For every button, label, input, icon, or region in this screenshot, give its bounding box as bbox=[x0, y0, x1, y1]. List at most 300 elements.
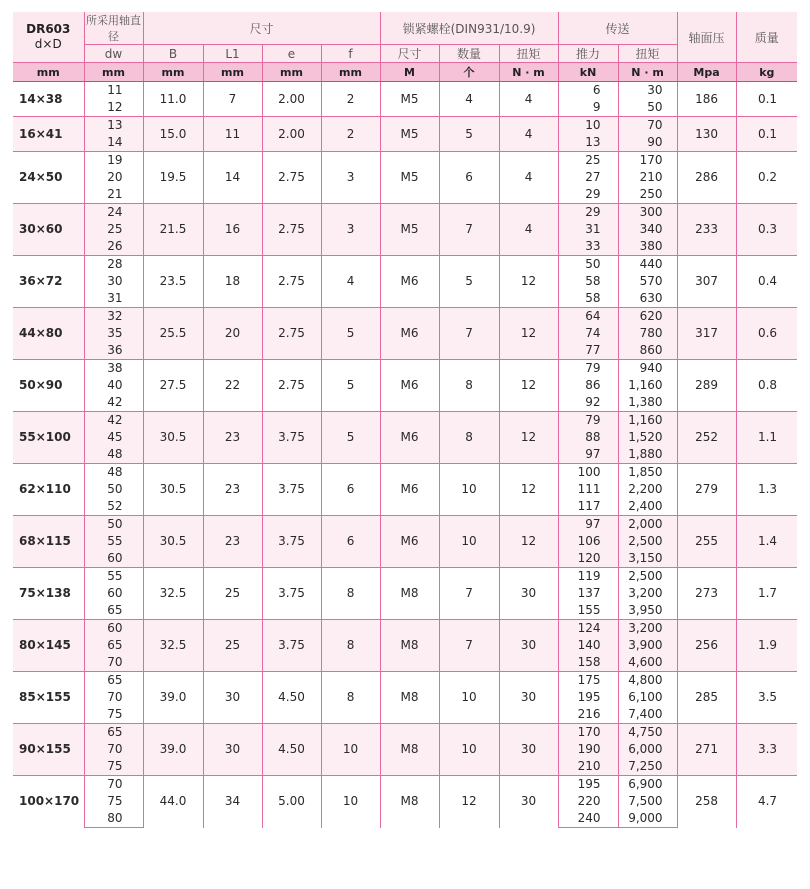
shaft-pressure-cell: 256 bbox=[677, 620, 736, 672]
thrust-cell: 240 bbox=[558, 810, 618, 828]
bolt-qty-cell: 10 bbox=[439, 724, 499, 776]
model-cell: 68×115 bbox=[13, 516, 84, 568]
torque-cell: 7,400 bbox=[618, 706, 677, 724]
thrust-cell: 9 bbox=[558, 99, 618, 117]
torque-header: 扭矩 bbox=[618, 45, 677, 63]
thrust-cell: 33 bbox=[558, 238, 618, 256]
thrust-cell: 124 bbox=[558, 620, 618, 638]
bolt-size-cell: M8 bbox=[380, 672, 439, 724]
b-cell: 21.5 bbox=[143, 204, 203, 256]
torque-cell: 630 bbox=[618, 290, 677, 308]
b-cell: 30.5 bbox=[143, 412, 203, 464]
dw-cell: 60 bbox=[84, 620, 143, 638]
thrust-cell: 195 bbox=[558, 689, 618, 706]
shaft-pressure-cell: 317 bbox=[677, 308, 736, 360]
dw-header: dw bbox=[84, 45, 143, 63]
thrust-cell: 79 bbox=[558, 360, 618, 378]
transmission-header: 传送 bbox=[558, 12, 677, 45]
dw-cell: 80 bbox=[84, 810, 143, 828]
table-row bbox=[13, 412, 797, 430]
bolt-size-cell: M8 bbox=[380, 776, 439, 828]
f-cell: 3 bbox=[321, 152, 380, 204]
thrust-cell: 25 bbox=[558, 152, 618, 170]
torque-cell: 1,520 bbox=[618, 429, 677, 446]
bolt-qty-cell: 7 bbox=[439, 204, 499, 256]
table-row bbox=[13, 152, 797, 170]
unit-cell: N · m bbox=[499, 63, 558, 82]
bolt-size-cell: M6 bbox=[380, 412, 439, 464]
table-row bbox=[13, 256, 797, 274]
torque-cell: 4,600 bbox=[618, 654, 677, 672]
l1-cell: 30 bbox=[203, 724, 262, 776]
e-cell: 4.50 bbox=[262, 672, 321, 724]
spec-table bbox=[13, 12, 797, 828]
thrust-cell: 31 bbox=[558, 221, 618, 238]
thrust-cell: 220 bbox=[558, 793, 618, 810]
thrust-cell: 64 bbox=[558, 308, 618, 326]
model-cell: 16×41 bbox=[13, 117, 84, 152]
table-row bbox=[13, 620, 797, 638]
torque-cell: 2,400 bbox=[618, 498, 677, 516]
thrust-cell: 77 bbox=[558, 342, 618, 360]
mass-cell: 4.7 bbox=[736, 776, 797, 828]
bolt-torque-cell: 30 bbox=[499, 568, 558, 620]
dw-cell: 60 bbox=[84, 585, 143, 602]
header-row-1 bbox=[13, 12, 797, 45]
dw-cell: 75 bbox=[84, 706, 143, 724]
torque-cell: 620 bbox=[618, 308, 677, 326]
dw-cell: 31 bbox=[84, 290, 143, 308]
torque-cell: 90 bbox=[618, 134, 677, 152]
torque-cell: 2,500 bbox=[618, 533, 677, 550]
shaft-pressure-cell: 285 bbox=[677, 672, 736, 724]
dw-cell: 48 bbox=[84, 464, 143, 482]
l1-cell: 22 bbox=[203, 360, 262, 412]
shaft-pressure-cell: 307 bbox=[677, 256, 736, 308]
torque-cell: 300 bbox=[618, 204, 677, 222]
mass-cell: 1.9 bbox=[736, 620, 797, 672]
model-cell: 90×155 bbox=[13, 724, 84, 776]
dw-cell: 50 bbox=[84, 481, 143, 498]
bolt-size-cell: M5 bbox=[380, 204, 439, 256]
bolt-qty-cell: 8 bbox=[439, 360, 499, 412]
table-row bbox=[13, 464, 797, 482]
torque-cell: 170 bbox=[618, 152, 677, 170]
b-cell: 32.5 bbox=[143, 568, 203, 620]
thrust-cell: 155 bbox=[558, 602, 618, 620]
bolt-qty-cell: 6 bbox=[439, 152, 499, 204]
bolt-torque-cell: 12 bbox=[499, 412, 558, 464]
torque-cell: 2,500 bbox=[618, 568, 677, 586]
bolt-qty-cell: 10 bbox=[439, 516, 499, 568]
dw-cell: 36 bbox=[84, 342, 143, 360]
dw-cell: 35 bbox=[84, 325, 143, 342]
bolt-size-header: 尺寸 bbox=[380, 45, 439, 63]
dw-cell: 11 bbox=[84, 82, 143, 100]
unit-cell: kN bbox=[558, 63, 618, 82]
thrust-cell: 140 bbox=[558, 637, 618, 654]
thrust-cell: 6 bbox=[558, 82, 618, 100]
dw-cell: 20 bbox=[84, 169, 143, 186]
model-cell: 50×90 bbox=[13, 360, 84, 412]
bolt-torque-header: 扭矩 bbox=[499, 45, 558, 63]
dw-cell: 55 bbox=[84, 533, 143, 550]
unit-cell: mm bbox=[84, 63, 143, 82]
spec-table-container bbox=[13, 12, 797, 828]
e-cell: 2.75 bbox=[262, 256, 321, 308]
unit-cell: mm bbox=[321, 63, 380, 82]
mass-cell: 1.3 bbox=[736, 464, 797, 516]
l1-cell: 11 bbox=[203, 117, 262, 152]
model-cell: 62×110 bbox=[13, 464, 84, 516]
bolt-torque-cell: 30 bbox=[499, 776, 558, 828]
e-cell: 2.75 bbox=[262, 152, 321, 204]
model-cell: 100×170 bbox=[13, 776, 84, 828]
e-cell: 3.75 bbox=[262, 412, 321, 464]
thrust-cell: 216 bbox=[558, 706, 618, 724]
torque-cell: 50 bbox=[618, 99, 677, 117]
dw-cell: 28 bbox=[84, 256, 143, 274]
bolt-size-cell: M5 bbox=[380, 82, 439, 117]
dw-cell: 65 bbox=[84, 672, 143, 690]
shaft-pressure-cell: 233 bbox=[677, 204, 736, 256]
bolt-torque-cell: 30 bbox=[499, 724, 558, 776]
bolt-size-cell: M6 bbox=[380, 360, 439, 412]
bolt-torque-cell: 12 bbox=[499, 360, 558, 412]
unit-cell: mm bbox=[143, 63, 203, 82]
thrust-cell: 117 bbox=[558, 498, 618, 516]
thrust-cell: 137 bbox=[558, 585, 618, 602]
dw-cell: 12 bbox=[84, 99, 143, 117]
b-cell: 11.0 bbox=[143, 82, 203, 117]
dw-cell: 50 bbox=[84, 516, 143, 534]
torque-cell: 4,750 bbox=[618, 724, 677, 742]
table-row bbox=[13, 724, 797, 742]
torque-cell: 3,200 bbox=[618, 620, 677, 638]
model-header bbox=[13, 12, 84, 63]
torque-cell: 3,200 bbox=[618, 585, 677, 602]
torque-cell: 340 bbox=[618, 221, 677, 238]
e-cell: 3.75 bbox=[262, 464, 321, 516]
thrust-cell: 74 bbox=[558, 325, 618, 342]
shaft-pressure-cell: 286 bbox=[677, 152, 736, 204]
thrust-cell: 97 bbox=[558, 516, 618, 534]
f-cell: 6 bbox=[321, 516, 380, 568]
dw-cell: 65 bbox=[84, 637, 143, 654]
shaft-diameter-header: 所采用轴直径 bbox=[86, 14, 141, 43]
table-row bbox=[13, 672, 797, 690]
thrust-cell: 175 bbox=[558, 672, 618, 690]
dw-cell: 52 bbox=[84, 498, 143, 516]
shaft-pressure-cell: 279 bbox=[677, 464, 736, 516]
dw-cell: 42 bbox=[84, 394, 143, 412]
thrust-cell: 58 bbox=[558, 290, 618, 308]
mass-cell: 1.4 bbox=[736, 516, 797, 568]
b-header: B bbox=[143, 45, 203, 63]
torque-cell: 7,250 bbox=[618, 758, 677, 776]
dw-cell: 38 bbox=[84, 360, 143, 378]
thrust-cell: 86 bbox=[558, 377, 618, 394]
l1-cell: 23 bbox=[203, 464, 262, 516]
torque-cell: 1,850 bbox=[618, 464, 677, 482]
model-cell: 85×155 bbox=[13, 672, 84, 724]
l1-cell: 7 bbox=[203, 82, 262, 117]
unit-cell: mm bbox=[262, 63, 321, 82]
dw-cell: 40 bbox=[84, 377, 143, 394]
dw-cell: 21 bbox=[84, 186, 143, 204]
l1-cell: 30 bbox=[203, 672, 262, 724]
bolt-qty-cell: 7 bbox=[439, 620, 499, 672]
torque-cell: 1,380 bbox=[618, 394, 677, 412]
bolt-qty-header: 数量 bbox=[439, 45, 499, 63]
bolt-size-cell: M6 bbox=[380, 516, 439, 568]
model-header-title: DR603 bbox=[26, 22, 71, 36]
f-cell: 8 bbox=[321, 620, 380, 672]
torque-cell: 3,900 bbox=[618, 637, 677, 654]
dw-cell: 25 bbox=[84, 221, 143, 238]
mass-cell: 3.3 bbox=[736, 724, 797, 776]
dw-cell: 75 bbox=[84, 793, 143, 810]
dw-cell: 60 bbox=[84, 550, 143, 568]
dw-cell: 24 bbox=[84, 204, 143, 222]
b-cell: 30.5 bbox=[143, 464, 203, 516]
thrust-cell: 29 bbox=[558, 186, 618, 204]
torque-cell: 250 bbox=[618, 186, 677, 204]
f-cell: 10 bbox=[321, 776, 380, 828]
b-cell: 27.5 bbox=[143, 360, 203, 412]
bolt-header: 锁紧螺栓(DIN931/10.9) bbox=[380, 12, 558, 45]
e-cell: 2.00 bbox=[262, 117, 321, 152]
bolt-size-cell: M5 bbox=[380, 152, 439, 204]
bolt-qty-cell: 12 bbox=[439, 776, 499, 828]
e-cell: 3.75 bbox=[262, 620, 321, 672]
e-cell: 2.75 bbox=[262, 308, 321, 360]
torque-cell: 1,160 bbox=[618, 377, 677, 394]
e-cell: 2.75 bbox=[262, 204, 321, 256]
torque-cell: 1,880 bbox=[618, 446, 677, 464]
dimensions-header: 尺寸 bbox=[143, 12, 380, 45]
thrust-cell: 210 bbox=[558, 758, 618, 776]
spec-table-body bbox=[13, 82, 797, 828]
bolt-size-cell: M8 bbox=[380, 724, 439, 776]
table-row bbox=[13, 204, 797, 222]
torque-cell: 3,950 bbox=[618, 602, 677, 620]
shaft-pressure-cell: 255 bbox=[677, 516, 736, 568]
model-cell: 75×138 bbox=[13, 568, 84, 620]
table-row bbox=[13, 776, 797, 794]
thrust-header: 推力 bbox=[558, 45, 618, 63]
unit-cell: N · m bbox=[618, 63, 677, 82]
b-cell: 25.5 bbox=[143, 308, 203, 360]
dw-cell: 42 bbox=[84, 412, 143, 430]
torque-cell: 440 bbox=[618, 256, 677, 274]
dw-cell: 19 bbox=[84, 152, 143, 170]
mass-cell: 0.3 bbox=[736, 204, 797, 256]
torque-cell: 1,160 bbox=[618, 412, 677, 430]
shaft-pressure-cell: 130 bbox=[677, 117, 736, 152]
b-cell: 19.5 bbox=[143, 152, 203, 204]
torque-cell: 210 bbox=[618, 169, 677, 186]
e-header: e bbox=[262, 45, 321, 63]
f-cell: 6 bbox=[321, 464, 380, 516]
bolt-qty-cell: 4 bbox=[439, 82, 499, 117]
torque-cell: 380 bbox=[618, 238, 677, 256]
thrust-cell: 29 bbox=[558, 204, 618, 222]
f-cell: 8 bbox=[321, 568, 380, 620]
bolt-qty-cell: 7 bbox=[439, 308, 499, 360]
mass-cell: 0.1 bbox=[736, 82, 797, 117]
thrust-cell: 92 bbox=[558, 394, 618, 412]
f-header: f bbox=[321, 45, 380, 63]
model-cell: 24×50 bbox=[13, 152, 84, 204]
dw-cell: 65 bbox=[84, 724, 143, 742]
bolt-size-cell: M6 bbox=[380, 464, 439, 516]
table-row bbox=[13, 117, 797, 135]
b-cell: 30.5 bbox=[143, 516, 203, 568]
mass-cell: 0.1 bbox=[736, 117, 797, 152]
model-cell: 14×38 bbox=[13, 82, 84, 117]
thrust-cell: 50 bbox=[558, 256, 618, 274]
mass-cell: 0.2 bbox=[736, 152, 797, 204]
f-cell: 2 bbox=[321, 117, 380, 152]
bolt-qty-cell: 8 bbox=[439, 412, 499, 464]
dw-cell: 70 bbox=[84, 776, 143, 794]
thrust-cell: 79 bbox=[558, 412, 618, 430]
l1-cell: 18 bbox=[203, 256, 262, 308]
torque-cell: 2,200 bbox=[618, 481, 677, 498]
thrust-cell: 195 bbox=[558, 776, 618, 794]
b-cell: 39.0 bbox=[143, 724, 203, 776]
bolt-size-cell: M8 bbox=[380, 620, 439, 672]
torque-cell: 940 bbox=[618, 360, 677, 378]
torque-cell: 6,000 bbox=[618, 741, 677, 758]
dw-cell: 26 bbox=[84, 238, 143, 256]
torque-cell: 4,800 bbox=[618, 672, 677, 690]
dw-cell: 13 bbox=[84, 117, 143, 135]
bolt-size-cell: M6 bbox=[380, 308, 439, 360]
thrust-cell: 158 bbox=[558, 654, 618, 672]
b-cell: 39.0 bbox=[143, 672, 203, 724]
b-cell: 15.0 bbox=[143, 117, 203, 152]
f-cell: 3 bbox=[321, 204, 380, 256]
table-row bbox=[13, 516, 797, 534]
thrust-cell: 88 bbox=[558, 429, 618, 446]
shaft-pressure-cell: 273 bbox=[677, 568, 736, 620]
model-header-sub: d×D bbox=[34, 37, 62, 51]
dw-cell: 48 bbox=[84, 446, 143, 464]
shaft-pressure-cell: 252 bbox=[677, 412, 736, 464]
thrust-cell: 106 bbox=[558, 533, 618, 550]
bolt-torque-cell: 4 bbox=[499, 152, 558, 204]
torque-cell: 7,500 bbox=[618, 793, 677, 810]
bolt-size-cell: M5 bbox=[380, 117, 439, 152]
b-cell: 23.5 bbox=[143, 256, 203, 308]
e-cell: 2.75 bbox=[262, 360, 321, 412]
e-cell: 2.00 bbox=[262, 82, 321, 117]
mass-cell: 3.5 bbox=[736, 672, 797, 724]
unit-cell: mm bbox=[203, 63, 262, 82]
thrust-cell: 13 bbox=[558, 134, 618, 152]
shaft-pressure-header: 轴面压 bbox=[677, 12, 736, 63]
unit-cell: kg bbox=[736, 63, 797, 82]
f-cell: 4 bbox=[321, 256, 380, 308]
f-cell: 5 bbox=[321, 412, 380, 464]
dw-cell: 45 bbox=[84, 429, 143, 446]
dw-cell: 70 bbox=[84, 654, 143, 672]
dw-cell: 30 bbox=[84, 273, 143, 290]
thrust-cell: 170 bbox=[558, 724, 618, 742]
torque-cell: 860 bbox=[618, 342, 677, 360]
l1-cell: 16 bbox=[203, 204, 262, 256]
bolt-qty-cell: 5 bbox=[439, 256, 499, 308]
bolt-torque-cell: 4 bbox=[499, 204, 558, 256]
bolt-qty-cell: 10 bbox=[439, 672, 499, 724]
bolt-torque-cell: 12 bbox=[499, 464, 558, 516]
torque-cell: 780 bbox=[618, 325, 677, 342]
f-cell: 2 bbox=[321, 82, 380, 117]
thrust-cell: 58 bbox=[558, 273, 618, 290]
model-cell: 36×72 bbox=[13, 256, 84, 308]
dw-cell: 32 bbox=[84, 308, 143, 326]
l1-cell: 14 bbox=[203, 152, 262, 204]
e-cell: 3.75 bbox=[262, 568, 321, 620]
mass-header: 质量 bbox=[736, 12, 797, 63]
f-cell: 8 bbox=[321, 672, 380, 724]
bolt-torque-cell: 12 bbox=[499, 308, 558, 360]
shaft-pressure-cell: 186 bbox=[677, 82, 736, 117]
torque-cell: 570 bbox=[618, 273, 677, 290]
bolt-torque-cell: 12 bbox=[499, 516, 558, 568]
b-cell: 32.5 bbox=[143, 620, 203, 672]
l1-cell: 25 bbox=[203, 568, 262, 620]
mass-cell: 0.6 bbox=[736, 308, 797, 360]
model-cell: 55×100 bbox=[13, 412, 84, 464]
table-row bbox=[13, 308, 797, 326]
dw-cell: 75 bbox=[84, 758, 143, 776]
dw-cell: 14 bbox=[84, 134, 143, 152]
bolt-size-cell: M6 bbox=[380, 256, 439, 308]
e-cell: 3.75 bbox=[262, 516, 321, 568]
table-row bbox=[13, 82, 797, 100]
unit-cell: Mpa bbox=[677, 63, 736, 82]
torque-cell: 9,000 bbox=[618, 810, 677, 828]
torque-cell: 3,150 bbox=[618, 550, 677, 568]
thrust-cell: 97 bbox=[558, 446, 618, 464]
mass-cell: 1.7 bbox=[736, 568, 797, 620]
bolt-torque-cell: 30 bbox=[499, 672, 558, 724]
mass-cell: 0.8 bbox=[736, 360, 797, 412]
thrust-cell: 190 bbox=[558, 741, 618, 758]
shaft-pressure-cell: 289 bbox=[677, 360, 736, 412]
torque-cell: 6,900 bbox=[618, 776, 677, 794]
shaft-pressure-cell: 258 bbox=[677, 776, 736, 828]
thrust-cell: 27 bbox=[558, 169, 618, 186]
thrust-cell: 111 bbox=[558, 481, 618, 498]
l1-header: L1 bbox=[203, 45, 262, 63]
thrust-cell: 120 bbox=[558, 550, 618, 568]
b-cell: 44.0 bbox=[143, 776, 203, 828]
bolt-qty-cell: 5 bbox=[439, 117, 499, 152]
dw-cell: 70 bbox=[84, 689, 143, 706]
bolt-qty-cell: 10 bbox=[439, 464, 499, 516]
dw-cell: 70 bbox=[84, 741, 143, 758]
torque-cell: 2,000 bbox=[618, 516, 677, 534]
l1-cell: 23 bbox=[203, 412, 262, 464]
f-cell: 5 bbox=[321, 308, 380, 360]
l1-cell: 34 bbox=[203, 776, 262, 828]
table-row bbox=[13, 360, 797, 378]
e-cell: 4.50 bbox=[262, 724, 321, 776]
